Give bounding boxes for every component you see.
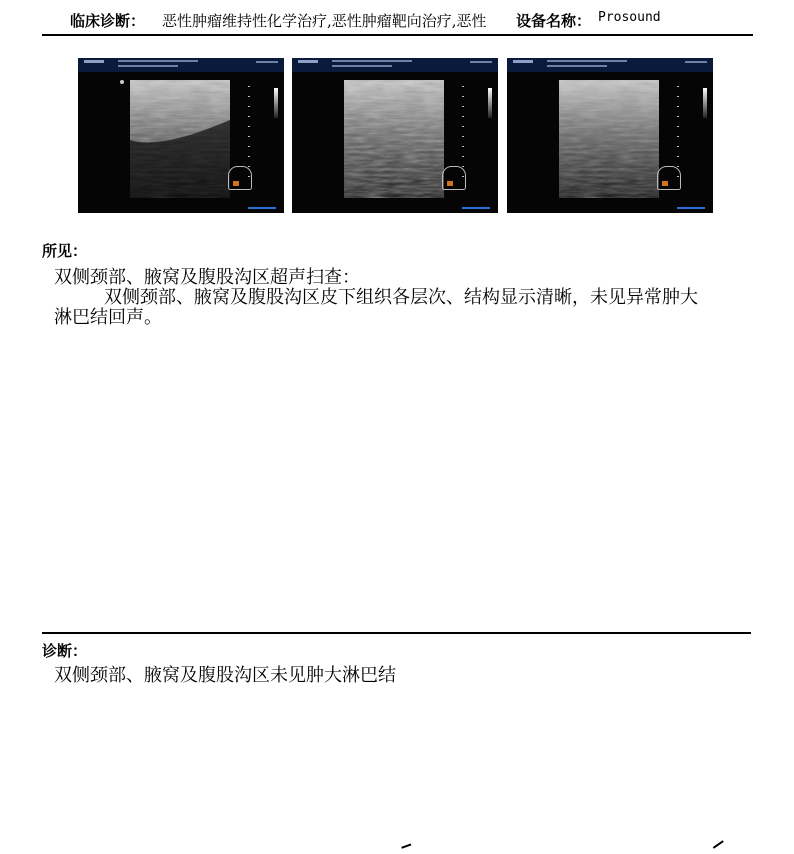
ultrasound-image-2	[292, 58, 498, 213]
clinical-diagnosis-label: 临床诊断：	[70, 12, 146, 30]
ultrasound-image-1	[78, 58, 284, 213]
device-name-value: Prosound	[598, 10, 661, 25]
signature-mark	[401, 843, 412, 852]
findings-title: 所见：	[42, 242, 88, 260]
clinical-diagnosis-value: 恶性肿瘤维持性化学治疗,恶性肿瘤靶向治疗,恶性	[162, 12, 487, 30]
findings-line-2: 双侧颈部、腋窝及腹股沟区皮下组织各层次、结构显示清晰，未见异常肿大淋巴结回声。	[54, 287, 698, 328]
header-divider	[42, 34, 753, 36]
diagnosis-divider	[42, 632, 751, 634]
ultrasound-image-3	[507, 58, 713, 213]
diagnosis-text: 双侧颈部、腋窝及腹股沟区未见肿大淋巴结	[54, 665, 396, 686]
findings-line-1: 双侧颈部、腋窝及腹股沟区超声扫查：	[54, 267, 360, 288]
report-header	[0, 8, 794, 32]
device-name-label: 设备名称：	[516, 12, 592, 30]
findings-body	[54, 268, 714, 328]
diagnosis-title: 诊断：	[42, 642, 88, 660]
